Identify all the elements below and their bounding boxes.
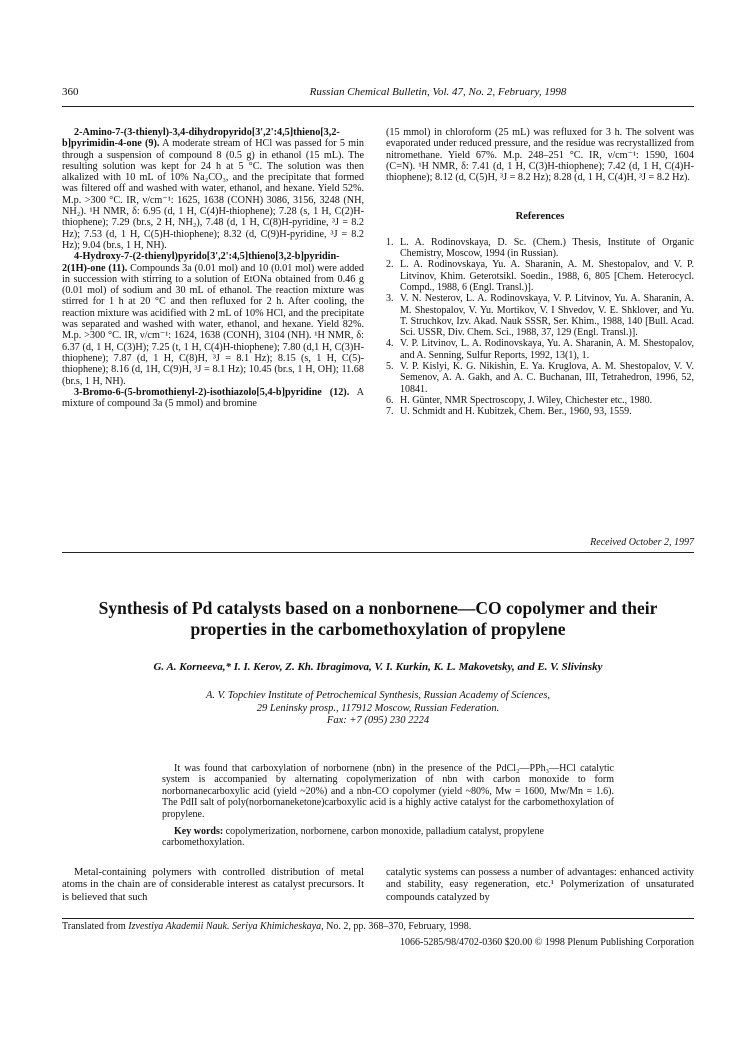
affiliation-fax: Fax: +7 (095) 230 2224	[326, 715, 430, 726]
article-authors: G. A. Korneeva,* I. I. Kerov, Z. Kh. Ibragimova, V. I. Kurkin, K. L. Makovetsky, and E. V. Slivinsky	[153, 661, 603, 673]
body-text-right: catalytic systems can possess a number of advantages: enhanced activity and stability, easy regeneration, etc.¹ Polymerization of unsaturated compounds catalyzed by	[386, 867, 694, 903]
compound-11-paragraph	[62, 251, 364, 387]
reference-item: 5. V. P. Kislyi, K. G. Nikishin, E. Ya. Kruglova, A. M. Shestopalov, V. V. Semenov, A. A. Gakh, and A. C. Buchanan, III, Tetrahedron, 1996, 52, 10841.	[386, 361, 694, 395]
reference-item: 1. L. A. Rodinovskaya, D. Sc. (Chem.) Thesis, Institute of Organic Chemistry, Moscow, 1994 (in Russian).	[386, 236, 694, 260]
journal-citation: Russian Chemical Bulletin, Vol. 47, No. 2, February, 1998	[309, 86, 567, 98]
reference-item: 6. H. Günter, NMR Spectroscopy, J. Wiley, Chichester etc., 1980.	[386, 394, 653, 406]
compound-12-title: 3-Bromo-6-(5-bromothienyl-2)-isothiazolo[5,4-b]pyridine (12).	[74, 386, 350, 398]
references-heading: References	[515, 211, 565, 223]
reference-item: 4. V. P. Litvinov, L. A. Rodinovskaya, Yu. A. Sharanin, A. M. Shestopalov, and A. Senning, Sulfur Reports, 1992, 13(1), 1.	[386, 338, 694, 361]
right-column	[386, 127, 694, 418]
keywords-text: copolymerization, norbornene, carbon monoxide, palladium catalyst, propylene carbomethoxylation.	[162, 826, 544, 849]
reference-item: 3. V. N. Nesterov, L. A. Rodinovskaya, V. P. Litvinov, Yu. A. Sharanin, A. M. Shestopalov, V. Yu. Mortikov, V. I Shvedov, V. E. Shklover, and Yu. T. Struchkov, Izv. Akad. Nauk SSSR, Ser. Khim., 1988, 140 [Bull. Acad. Sci. USSR, Div. Chem. Sci., 1988, 37, 129 (Engl. Transl.)].	[386, 293, 694, 339]
keywords-label: Key words:	[174, 826, 224, 837]
section-rule	[62, 552, 694, 553]
compound-9-text: A moderate stream of HCl was passed for 5 min through a suspension of compound 8 (0.5 g) in ethanol (15 mL). The resulting solution was kept for 24 h at 5 °C. The solution was then alkalized with 10 mL of 10% Na₂CO₃, and the precipitate that formed was filtered off and washed with water, ethanol, and hexane. Yield 52%. M.p. >300 °C. IR, ν/cm⁻¹: 1625, 1638 (CONH) 3086, 3156, 3248 (NH, NH₂). ¹H NMR, δ: 6.95 (d, 1 H, C(4)H-thiophene); 7.28 (s, 1 H, C(2)H-thiophene); 7.29 (br.s, 2 H, NH₂), 7.48 (d, 1 H, C(8)H-pyridine, ³J = 8.2 Hz); 7.53 (d, 1 H, C(5)H-thiophene); 8.32 (d, C(9)H-pyridine, ³J = 8.2 Hz); 9.04 (br.s, 1 H, NH).	[62, 138, 364, 251]
compound-9-title: 2-Amino-7-(3-thienyl)-3,4-dihydropyrido[3',2':4,5]thieno[3,2-b]pyrimidin-4-one (9).	[62, 127, 340, 150]
body-text-left: Metal-containing polymers with controlled distribution of metal atoms in the chain are of considerable interest as catalyst precursors. It is believed that such	[62, 867, 364, 903]
footnote-rule	[62, 918, 694, 919]
affiliation	[62, 690, 694, 728]
received-date: Received October 2, 1997	[590, 537, 694, 548]
issn-copyright: 1066-5285/98/4702-0360 $20.00 © 1998 Plenum Publishing Corporation	[400, 937, 694, 948]
article-title: Synthesis of Pd catalysts based on a nonbornene—CO copolymer and their properties in the carbomethoxylation of propylene	[98, 598, 658, 639]
compound-9-paragraph	[62, 127, 364, 251]
compound-12-continued: (15 mmol) in chloroform (25 mL) was refluxed for 3 h. The solvent was evaporated under reduced pressure, and the residue was recrystallized from nitromethane. Yield 67%. M.p. 248–251 °C. IR, ν/cm⁻¹: 1590, 1604 (C=N). ¹H NMR, δ: 7.41 (d, 1 H, C(3)H-thiophene); 7.42 (d, 1 H, C(4)H-thiophene); 8.12 (d, C(5)H, ³J = 8.2 Hz); 8.28 (d, 1 H, C(4)H, ³J = 8.2 Hz).	[386, 127, 694, 184]
left-column	[62, 127, 364, 409]
affiliation-address: 29 Leninsky prosp., 117912 Moscow, Russian Federation.	[256, 702, 500, 714]
compound-12-paragraph	[62, 387, 364, 410]
affiliation-institute: A. V. Topchiev Institute of Petrochemical Synthesis, Russian Academy of Sciences,	[205, 690, 551, 701]
references-list	[386, 237, 694, 418]
translation-note: Translated from Izvestiya Akademii Nauk. Seriya Khimicheskaya, No. 2, pp. 368–370, February, 1998.	[62, 921, 472, 932]
reference-item: 7. U. Schmidt and H. Kubitzek, Chem. Ber., 1960, 93, 1559.	[386, 406, 632, 418]
header-rule	[62, 106, 694, 107]
compound-11-title: 4-Hydroxy-7-(2-thienyl)pyrido[3',2':4,5]thieno[3,2-b]pyridin-2(1H)-one (11).	[62, 251, 340, 274]
compound-12-text: A mixture of compound 3a (5 mmol) and bromine	[62, 386, 364, 410]
reference-item: 2. L. A. Rodinovskaya, Yu. A. Sharanin, A. M. Shestopalov, and V. P. Litvinov, Khim. Geterotsikl. Soedin., 1988, 6, 805 [Chem. Heterocycl. Compd., 1988, 6 (Engl. Transl.)].	[386, 259, 694, 293]
page-number: 360	[62, 86, 79, 98]
running-header	[62, 86, 694, 104]
abstract: It was found that carboxylation of norbornene (nbn) in the presence of the PdCl₂—PPh₃—HCl catalytic system is accompanied by alternating copolymerization of nbn with carbon monoxide to form norbornanecarboxylic acid (yield ~20%) and a nbn-CO copolymer (yield ~80%, Mw = 1600, Mw/Mn = 1.6). The PdII salt of poly(norbornaneketone)carboxylic acid is a highly active catalyst for the carbomethoxylation of propylene.	[162, 763, 614, 820]
compound-11-text: Compounds 3a (0.01 mol) and 10 (0.01 mol) were added in succession with stirring to a solution of EtONa obtained from 0.46 g (0.01 mol) of sodium and 30 mL of ethanol. The reaction mixture was stirred for 1 h at 20 °C and then refluxed for 2 h. After cooling, the reaction mixture was acidified with 2 mL of 10% HCl, and the precipitate was separated and washed with water, ethanol, and hexane. Yield 82%. M.p. >300 °C. IR, ν/cm⁻¹: 1624, 1638 (CONH), 3104 (NH). ¹H NMR, δ: 6.37 (d, 1 H, C(3)H); 7.25 (t, 1 H, C(4)H-thiophene); 7.80 (d,1 H, C(3)H-thiophene); 7.87 (d, 1 H, C(8)H, ³J = 8.1 Hz); 8.15 (s, 1 H, C(5)-thiophene); 8.16 (d, 1H, C(9)H, ³J = 8.1 Hz); 10.45 (br.s, 1 H, OH); 11.68 (br.s, 1 H, NH).	[62, 262, 365, 387]
keywords	[162, 826, 614, 849]
